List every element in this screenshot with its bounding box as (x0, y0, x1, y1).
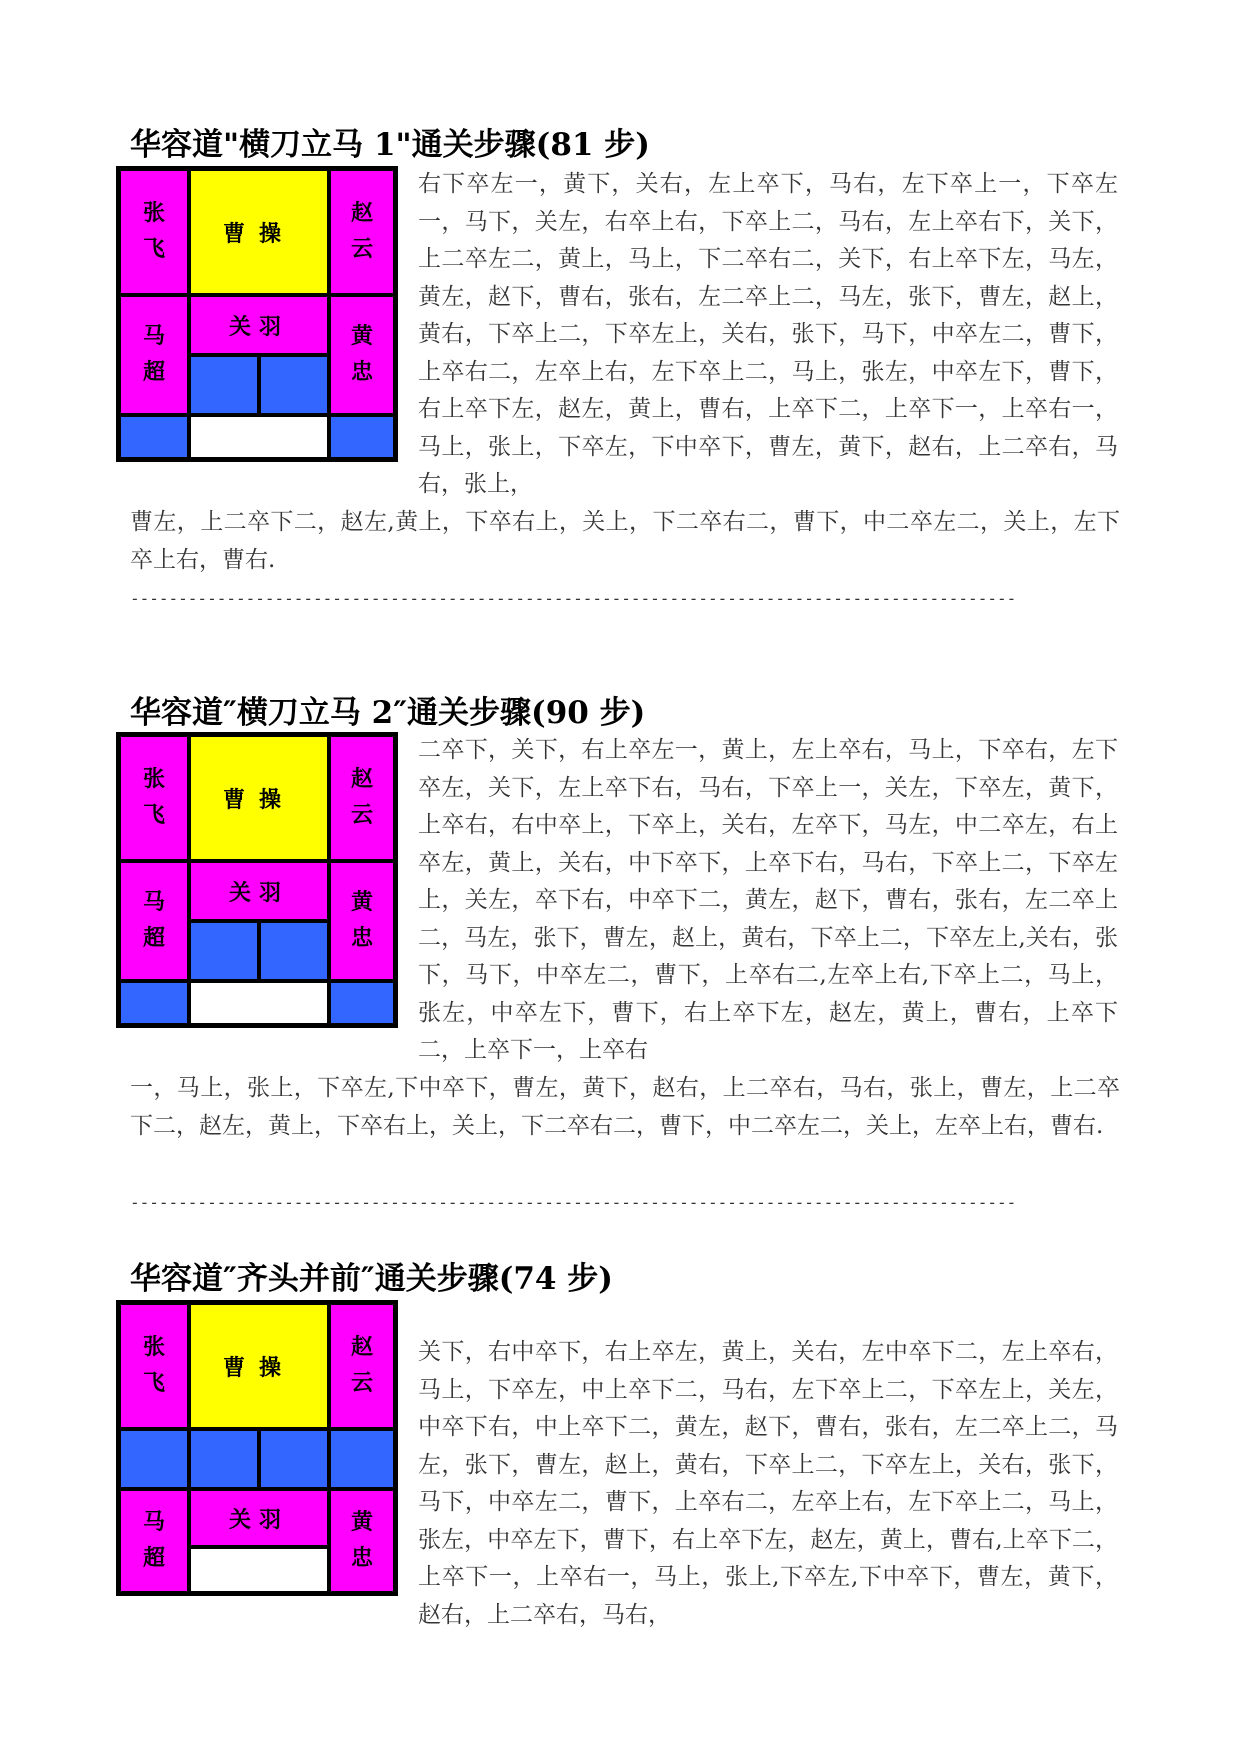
piece-zhang-fei: 张飞 (119, 735, 189, 861)
piece-guan-yu: 关羽 (189, 861, 329, 921)
piece-zhao-yun: 赵云 (329, 1303, 395, 1429)
steps-text-continued: 一，马上，张上，下卒左,下中卒下，曹左，黄下，赵右，上二卒右，马右，张上，曹左，上二卒下二，赵左，黄上，下卒右上，关上，下二卒右二，曹下，中二卒左二，关上，左卒上右，曹右. (130, 1075, 1120, 1139)
piece-soldier (329, 981, 395, 1025)
puzzle-board (116, 732, 398, 1028)
piece-soldier (189, 355, 259, 415)
empty-space (189, 1547, 329, 1593)
piece-guan-yu: 关羽 (189, 295, 329, 355)
piece-cao-cao: 曹操 (189, 1303, 329, 1429)
piece-huang-zhong: 黄忠 (329, 861, 395, 981)
divider: -------------------------------------------------------------------------------------------- (130, 589, 1017, 608)
piece-soldier (259, 1429, 329, 1489)
piece-zhang-fei: 张飞 (119, 169, 189, 295)
puzzle-board (116, 166, 398, 462)
section-title: 华容道″横刀立马 2″通关步骤(90 步) (130, 695, 646, 731)
piece-soldier (329, 415, 395, 459)
steps-text-continued: 曹左，上二卒下二，赵左,黄上，下卒右上，关上，下二卒右二，曹下，中二卒左二，关上，左下卒上右，曹右. (130, 509, 1120, 573)
steps-text: 二卒下，关下，右上卒左一，黄上，左上卒右，马上，下卒右，左下卒左，关下，左上卒下右，马右，下卒上一，关左，下卒左，黄下，上卒右，右中卒上，下卒上，关右，左卒下，马左，中二卒左，右上卒左，黄上，关右，中下卒下，上卒下右，马右，下卒上二，下卒左上，关左，卒下右，中卒下二，黄左，赵下，曹右，张右，左二卒上二，马左，张下，曹左，赵上，黄右，下卒上二，下卒左上,关右，张下，马下，中卒左二，曹下，上卒右二,左卒上右,下卒上二，马上，张左，中卒左下，曹下，右上卒下左，赵左，黄上，曹右，上卒下二，上卒下一，上卒右 (418, 737, 1118, 1063)
steps-text: 关下，右中卒下，右上卒左，黄上，关右，左中卒下二，左上卒右，马上，下卒左，中上卒下二，马右，左下卒上二，下卒左上，关左，中卒下右，中上卒下二，黄左，赵下，曹右，张右，左二卒上二，马左，张下，曹左，赵上，黄右，下卒上二，下卒左上，关右，张下，马下，中卒左二，曹下，上卒右二，左卒上右，左下卒上二，马上，张左，中卒左下，曹下，右上卒下左，赵左，黄上，曹右,上卒下二，上卒下一，上卒右一，马上，张上,下卒左,下中卒下，曹左，黄下，赵右，上二卒右，马右， (418, 1339, 1118, 1628)
piece-cao-cao: 曹操 (189, 169, 329, 295)
empty-space (189, 415, 329, 459)
piece-zhao-yun: 赵云 (329, 735, 395, 861)
piece-huang-zhong: 黄忠 (329, 295, 395, 415)
puzzle-board (116, 1300, 398, 1596)
divider: -------------------------------------------------------------------------------------------- (130, 1193, 1017, 1212)
piece-ma-chao: 马超 (119, 295, 189, 415)
section-title: 华容道"横刀立马 1"通关步骤(81 步) (130, 127, 650, 163)
piece-ma-chao: 马超 (119, 1489, 189, 1593)
piece-soldier (329, 1429, 395, 1489)
piece-huang-zhong: 黄忠 (329, 1489, 395, 1593)
piece-zhang-fei: 张飞 (119, 1303, 189, 1429)
piece-zhao-yun: 赵云 (329, 169, 395, 295)
piece-soldier (119, 1429, 189, 1489)
piece-soldier (189, 921, 259, 981)
piece-ma-chao: 马超 (119, 861, 189, 981)
piece-soldier (119, 415, 189, 459)
steps-text: 右下卒左一，黄下，关右，左上卒下，马右，左下卒上一，下卒左一，马下，关左，右卒上右，下卒上二，马右，左上卒右下，关下，上二卒左二，黄上，马上，下二卒右二，关下，右上卒下左，马左，黄左，赵下，曹右，张右，左二卒上二，马左，张下，曹左，赵上，黄右，下卒上二，下卒左上，关右，张下，马下，中卒左二，曹下，上卒右二，左卒上右，左下卒上二，马上，张左，中卒左下，曹下，右上卒下左，赵左，黄上，曹右，上卒下二，上卒下一，上卒右一，马上，张上，下卒左，下中卒下，曹左，黄下，赵右，上二卒右，马右，张上， (418, 171, 1118, 497)
piece-soldier (189, 1429, 259, 1489)
piece-soldier (119, 981, 189, 1025)
piece-guan-yu: 关羽 (189, 1489, 329, 1547)
section-title: 华容道″齐头并前″通关步骤(74 步) (130, 1261, 613, 1297)
piece-soldier (259, 355, 329, 415)
empty-space (189, 981, 329, 1025)
piece-cao-cao: 曹操 (189, 735, 329, 861)
piece-soldier (259, 921, 329, 981)
